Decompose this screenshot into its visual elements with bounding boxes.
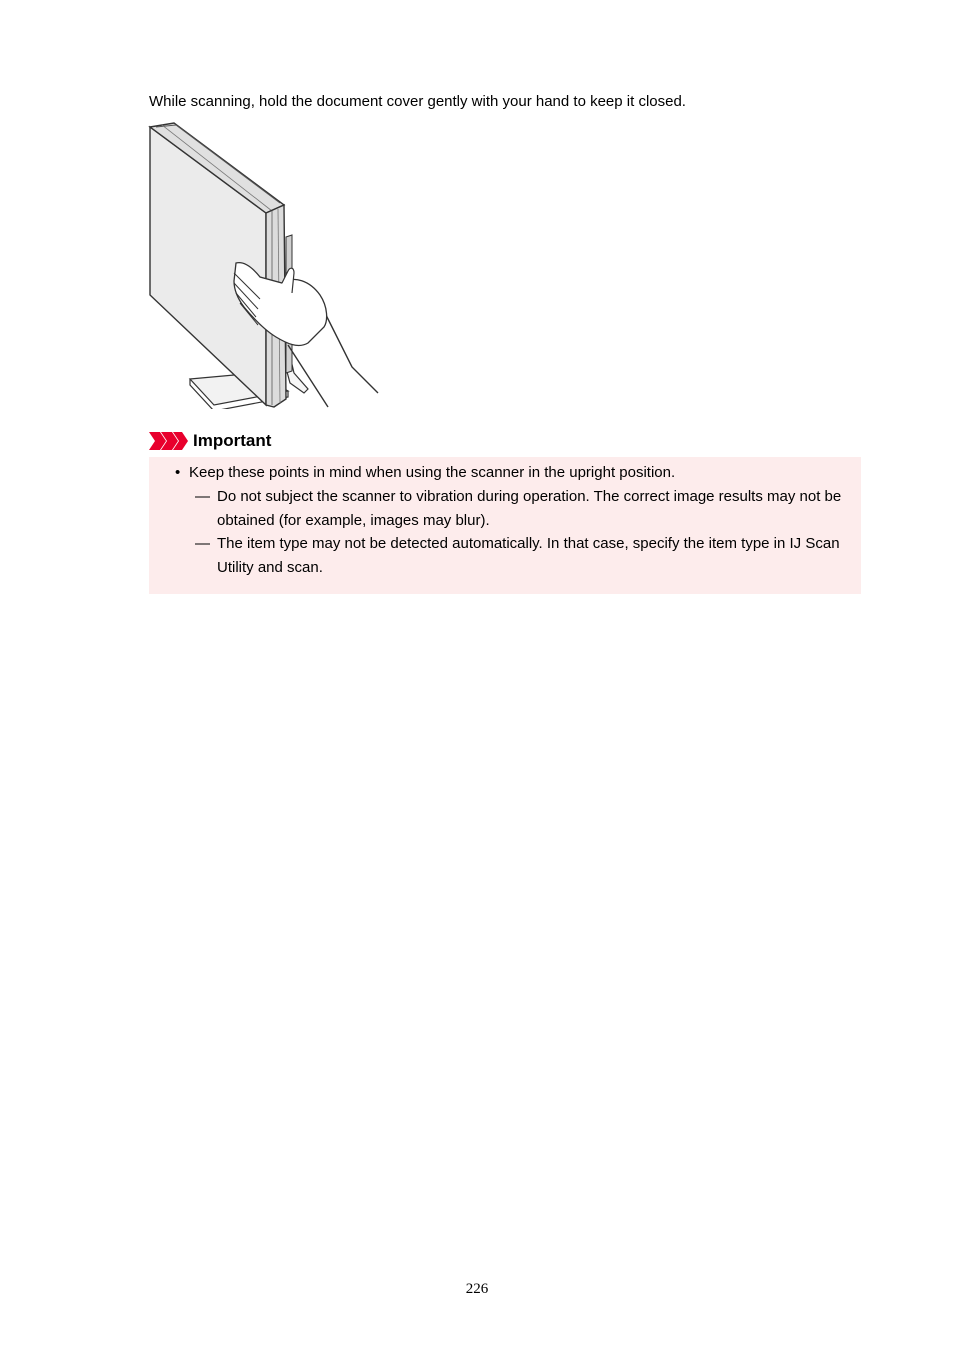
dash-marker: —: [195, 535, 210, 552]
intro-text: While scanning, hold the document cover gently with your hand to keep it closed.: [149, 93, 686, 110]
sub-item-text: The item type may not be detected automatically. In that case, specify the item type in IJ Scan Utility and scan.: [217, 535, 840, 576]
scanner-upright-illustration: [148, 121, 380, 409]
important-title: Important: [193, 431, 272, 450]
important-arrows-icon: [149, 432, 189, 450]
important-heading: [149, 430, 271, 452]
important-bullet-text: Keep these points in mind when using the scanner in the upright position.: [189, 464, 676, 481]
bullet-marker: •: [175, 464, 181, 481]
important-sub-item: [195, 485, 855, 533]
dash-marker: —: [195, 488, 210, 505]
important-bullet: [175, 463, 675, 483]
important-box: [149, 457, 861, 594]
important-sub-item: [195, 532, 855, 580]
sub-item-text: Do not subject the scanner to vibration during operation. The correct image results may not be obtained (for example, images may blur).: [217, 488, 842, 529]
page-number: 226: [465, 1281, 489, 1297]
